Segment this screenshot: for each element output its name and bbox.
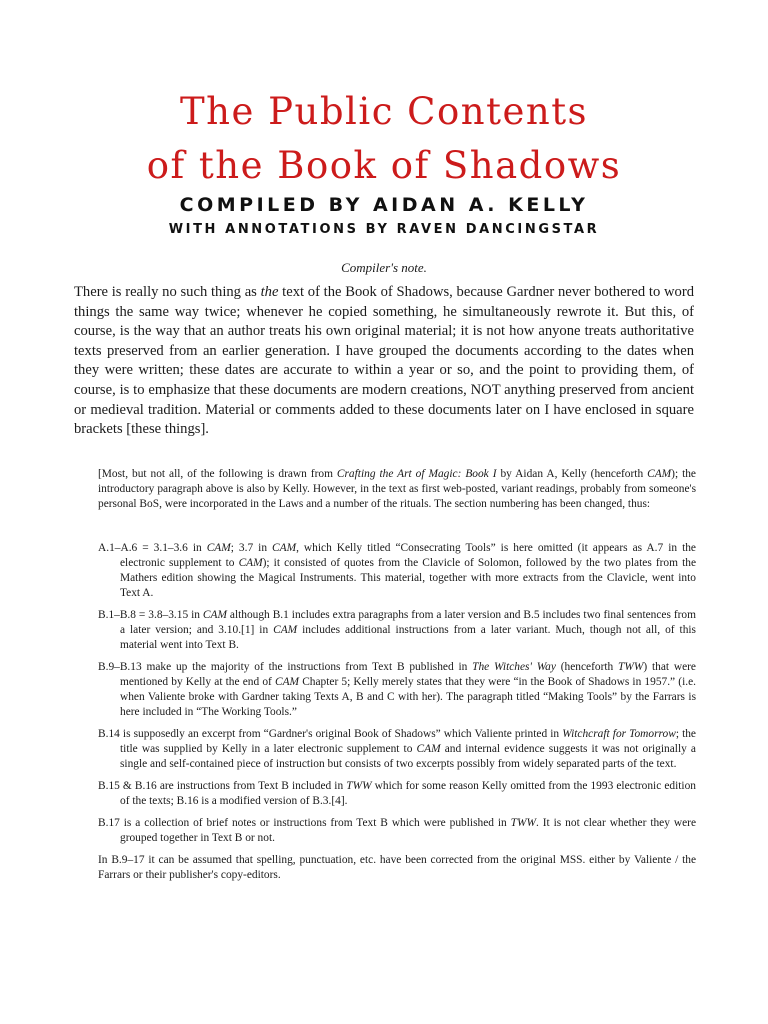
intro-paragraph — [74, 283, 694, 440]
bracket-book-title: Crafting the Art of Magic: Book I — [336, 468, 497, 480]
compilers-note-heading: Compiler's note. — [341, 260, 427, 275]
note-a-text-3: , which Kelly titled “Consecrating Tools” is here omitted (it appears as A.7 in the electronic supplement to — [120, 542, 696, 569]
note-a — [98, 541, 696, 601]
note-c-text-4: Chapter 5; Kelly merely states that they were “in the Book of Shadows in 1957.” (i.e. when Valiente broke with Gardner taking Texts A, B and C with her). The paragraph titled “Making Tools” by the Farrars is here included in “The Working Tools.” — [120, 676, 696, 718]
final-note: In B.9–17 it can be assumed that spelling, punctuation, etc. have been corrected from the original MSS. either by Valiente / the Farrars or their publisher's copy-editors. — [98, 854, 696, 881]
note-e — [98, 779, 696, 809]
note-f-text-2: . It is not clear whether they were grouped together in Text B or not. — [120, 817, 696, 844]
intro-text-1: There is really no such thing as — [74, 284, 261, 300]
note-d-text-2: ; the title was supplied by Kelly in a later electronic supplement to — [120, 728, 696, 755]
note-b-cam-2: CAM — [273, 624, 298, 636]
bracket-paragraph — [98, 467, 696, 512]
note-c — [98, 660, 696, 720]
note-c-book-title: The Witches' Way — [472, 661, 556, 673]
note-a-cam-2: CAM — [272, 542, 297, 554]
note-c-cam: CAM — [274, 676, 300, 688]
intro-text-2: text of the Book of Shadows, because Gardner never bothered to word things the same way twice; whenever he copied something, he simultaneously rewrote it. But this, of course, is the way that an author treats his own original material; it is not how anyone treats authoritative texts preserved from an earlier generation. I have grouped the documents according to the dates when they were written; these dates are accurate to within a year or so, and the point to providing them, of course, is to emphasize that these documents are modern creations, NOT anything preserved from ancient or medieval tradition. Material or comments added to these documents later on I have enclosed in square brackets [these things]. — [74, 284, 694, 438]
note-c-tww: TWW — [618, 661, 644, 673]
note-c-text-3: ) that were mentioned by Kelly at the end of — [120, 661, 696, 688]
notes-list — [98, 541, 696, 883]
note-d-book-title: Witchcraft for Tomorrow — [562, 728, 676, 740]
compiled-by: COMPILED BY AIDAN A. KELLY — [179, 194, 589, 216]
bracket-text-a: [Most, but not all, of the following is drawn from — [98, 468, 337, 480]
bracket-cam: CAM — [647, 468, 672, 480]
title-line-2: of the Book of Shadows — [146, 144, 622, 187]
note-e-text-2: which for some reason Kelly omitted from the 1993 electronic edition of the texts; B.16 is a modified version of B.3.[4]. — [120, 780, 696, 807]
note-a-text-4: ); it consisted of quotes from the Clavicle of Solomon, followed by the two plates from the Mathers edition showing the Magical Instruments. This material, together with more extracts from the Clavicle, went into Text A. — [120, 557, 696, 599]
note-a-cam-3: CAM — [238, 557, 263, 569]
note-a-text-1: A.1–A.6 = 3.1–3.6 in — [98, 542, 207, 554]
note-b-text-3: includes additional instructions from a later variant. Much, though not all, of this material went into Text B. — [120, 624, 696, 651]
note-b — [98, 608, 696, 653]
annotations-by: WITH ANNOTATIONS BY RAVEN DANCINGSTAR — [168, 222, 600, 237]
intro-emphasis: the — [260, 284, 279, 300]
note-b-text-1: B.1–B.8 = 3.8–3.15 in — [98, 609, 203, 621]
note-a-cam-1: CAM — [206, 542, 231, 554]
note-d-text-1: B.14 is supposedly an excerpt from “Gardner's original Book of Shadows” which Valiente printed in — [98, 728, 563, 740]
bracket-text-c: ); the introductory paragraph above is also by Kelly. However, in the text as first web-posted, variant readings, probably from someone's personal BoS, were incorporated in the Laws and a number of the rituals. The section numbering has been changed, thus: — [98, 468, 696, 510]
note-f-tww: TWW — [510, 817, 536, 829]
note-c-text-2: (henceforth — [555, 661, 619, 673]
bracket-text-b: by Aidan A, Kelly (henceforth — [496, 468, 648, 480]
note-d-text-3: and internal evidence suggests it was not originally a single and self-contained piece of instruction but consists of two excerpts possibly from widely separated parts of the text. — [120, 743, 696, 770]
note-b-text-2: although B.1 includes extra paragraphs from a later version and B.5 includes two final sentences from a later version; and 3.10.[1] in — [120, 609, 696, 636]
note-b-cam-1: CAM — [202, 609, 227, 621]
note-e-text-1: B.15 & B.16 are instructions from Text B included in — [98, 780, 347, 792]
note-a-text-2: ; 3.7 in — [230, 542, 273, 554]
note-f — [98, 816, 696, 846]
note-f-text-1: B.17 is a collection of brief notes or instructions from Text B which were published in — [98, 817, 511, 829]
note-c-text-1: B.9–B.13 make up the majority of the instructions from Text B published in — [98, 661, 473, 673]
note-d — [98, 727, 696, 772]
note-e-tww: TWW — [346, 780, 372, 792]
note-d-cam: CAM — [416, 743, 441, 755]
title-line-1: The Public Contents — [179, 90, 589, 133]
